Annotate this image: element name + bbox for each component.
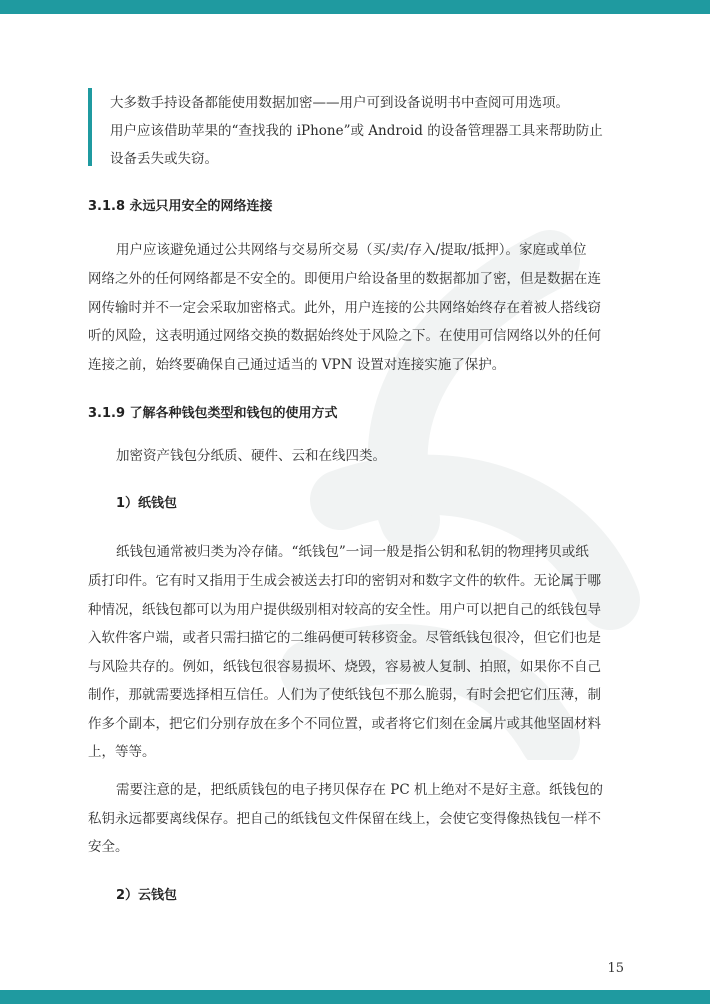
paragraph-line: 质打印件。它有时又指用于生成会被送去打印的密钥对和数字文件的软件。无论属于哪: [88, 573, 601, 589]
note-blockquote: [88, 88, 648, 166]
paragraph-line: 私钥永远都要离线保存。把自己的纸钱包文件保留在线上，会使它变得像热钱包一样不: [88, 811, 601, 827]
paragraph-line: 用户应该避免通过公共网络与交易所交易（买/卖/存入/提取/抵押）。家庭或单位: [116, 242, 587, 258]
top-accent-bar: [0, 0, 710, 14]
paragraph-line: 纸钱包通常被归类为冷存储。“纸钱包”一词一般是指公钥和私钥的物理拷贝或纸: [116, 544, 589, 560]
paragraph-line: 作多个副本，把它们分别存放在多个不同位置，或者将它们刻在金属片或其他坚固材料: [88, 716, 601, 732]
paragraph-line: 网传输时并不一定会采取加密格式。此外，用户连接的公共网络始终存在着被人搭线窃: [88, 300, 601, 316]
paragraph-line: 安全。: [88, 839, 129, 855]
bottom-accent-bar: [0, 990, 710, 1004]
subheading-paper-wallet: 1）纸钱包: [116, 496, 178, 511]
quote-line: 用户应该借助苹果的“查找我的 iPhone”或 Android 的设备管理器工具来帮助防止: [110, 123, 603, 139]
paragraph-line: 入软件客户端，或者只需扫描它的二维码便可转移资金。尽管纸钱包很冷，但它们也是: [88, 630, 601, 646]
page-number: 15: [607, 961, 624, 976]
paragraph-line: 制作，那就需要选择相互信任。人们为了使纸钱包不那么脆弱，有时会把它们压薄，制: [88, 687, 601, 703]
intro-line: 加密资产钱包分纸质、硬件、云和在线四类。: [116, 448, 386, 464]
paragraph-line: 需要注意的是，把纸质钱包的电子拷贝保存在 PC 机上绝对不是好主意。纸钱包的: [116, 782, 603, 798]
subheading-cloud-wallet: 2）云钱包: [116, 888, 178, 903]
paragraph-line: 上，等等。: [88, 744, 156, 760]
quote-accent-bar: [88, 88, 92, 166]
section-heading-3-1-9: 3.1.9 了解各种钱包类型和钱包的使用方式: [88, 406, 338, 421]
paragraph-line: 听的风险，这表明通过网络交换的数据始终处于风险之下。在使用可信网络以外的任何: [88, 328, 601, 344]
quote-line: 大多数手持设备都能使用数据加密——用户可到设备说明书中查阅可用选项。: [110, 95, 569, 111]
paragraph-line: 网络之外的任何网络都是不安全的。即便用户给设备里的数据都加了密，但是数据在连: [88, 271, 601, 287]
paragraph-line: 种情况，纸钱包都可以为用户提供级别相对较高的安全性。用户可以把自己的纸钱包导: [88, 602, 601, 618]
paragraph-line: 与风险共存的。例如，纸钱包很容易损坏、烧毁，容易被人复制、拍照，如果你不自己: [88, 659, 601, 675]
section-heading-3-1-8: 3.1.8 永远只用安全的网络连接: [88, 199, 273, 214]
quote-line: 设备丢失或失窃。: [110, 151, 218, 167]
paragraph-line: 连接之前，始终要确保自己通过适当的 VPN 设置对连接实施了保护。: [88, 357, 506, 373]
